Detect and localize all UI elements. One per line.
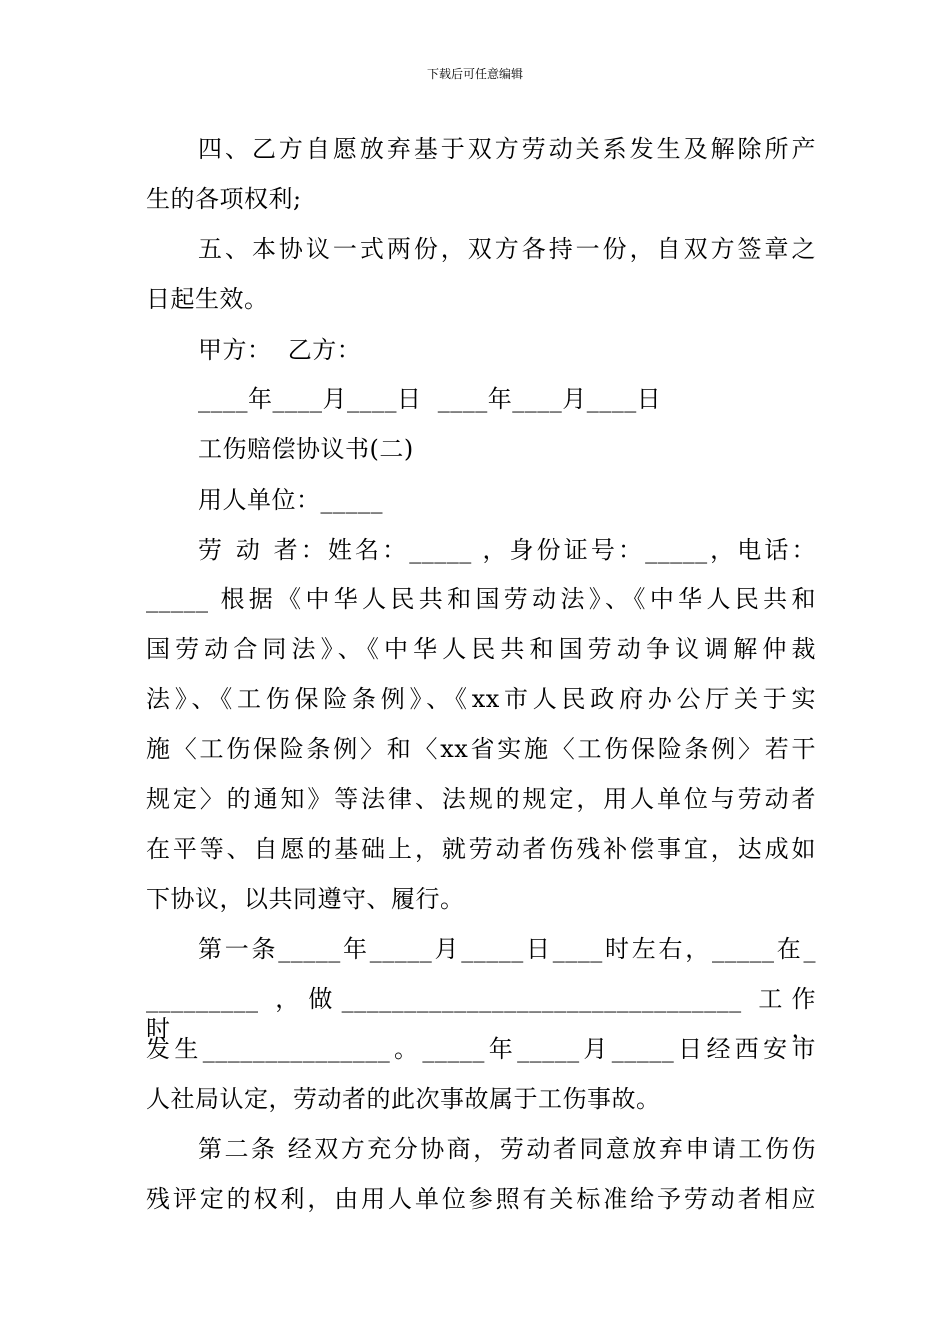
text-line: _____ 根据《中华人民共和国劳动法》、《中华人民共和 (146, 585, 816, 613)
text-line: 在平等、自愿的基础上，就劳动者伤残补偿事宜，达成如 (146, 835, 816, 863)
text-line: 法》、《工伤保险条例》、《xx市人民政府办公厅关于实 (146, 685, 816, 713)
text-line: 规定〉的通知》等法律、法规的规定，用人单位与劳动者 (146, 785, 816, 813)
text-line: 下协议，以共同遵守、履行。 (146, 885, 465, 913)
text-line: 五、本协议一式两份，双方各持一份，自双方签章之 (198, 235, 816, 263)
text-line: 施〈工伤保险条例〉和〈xx省实施〈工伤保险条例〉若干 (146, 735, 816, 763)
text-line: 发生_______________。_____年_____月_____日经西安市 (146, 1035, 816, 1063)
section-title: 工伤赔偿协议书(二) (198, 435, 414, 463)
text-line: 人社局认定，劳动者的此次事故属于工伤事故。 (146, 1085, 661, 1113)
date-line: ____年____月____日 ____年____月____日 (198, 385, 662, 413)
text-line: 用人单位：_____ (198, 486, 383, 514)
text-line: 第一条_____年_____月_____日____时左右，_____在_ (198, 935, 816, 963)
text-line: 第二条 经双方充分协商，劳动者同意放弃申请工伤伤 (198, 1135, 816, 1163)
text-line: 四、乙方自愿放弃基于双方劳动关系发生及解除所产 (198, 135, 816, 163)
text-line: 劳 动 者：姓名：_____ ，身份证号：_____，电话： (198, 536, 816, 564)
header-note: 下载后可任意编辑 (426, 67, 523, 81)
text-line: 残评定的权利，由用人单位参照有关标准给予劳动者相应 (146, 1185, 816, 1213)
text-line: 生的各项权利; (146, 185, 302, 213)
text-line: 国劳动合同法》、《中华人民共和国劳动争议调解仲裁 (146, 635, 816, 663)
signature-parties-line: 甲方： 乙方： (198, 336, 362, 364)
text-line: _________ ，做________________________________ 工作时， (146, 985, 816, 1043)
text-line: 日起生效。 (146, 285, 269, 313)
